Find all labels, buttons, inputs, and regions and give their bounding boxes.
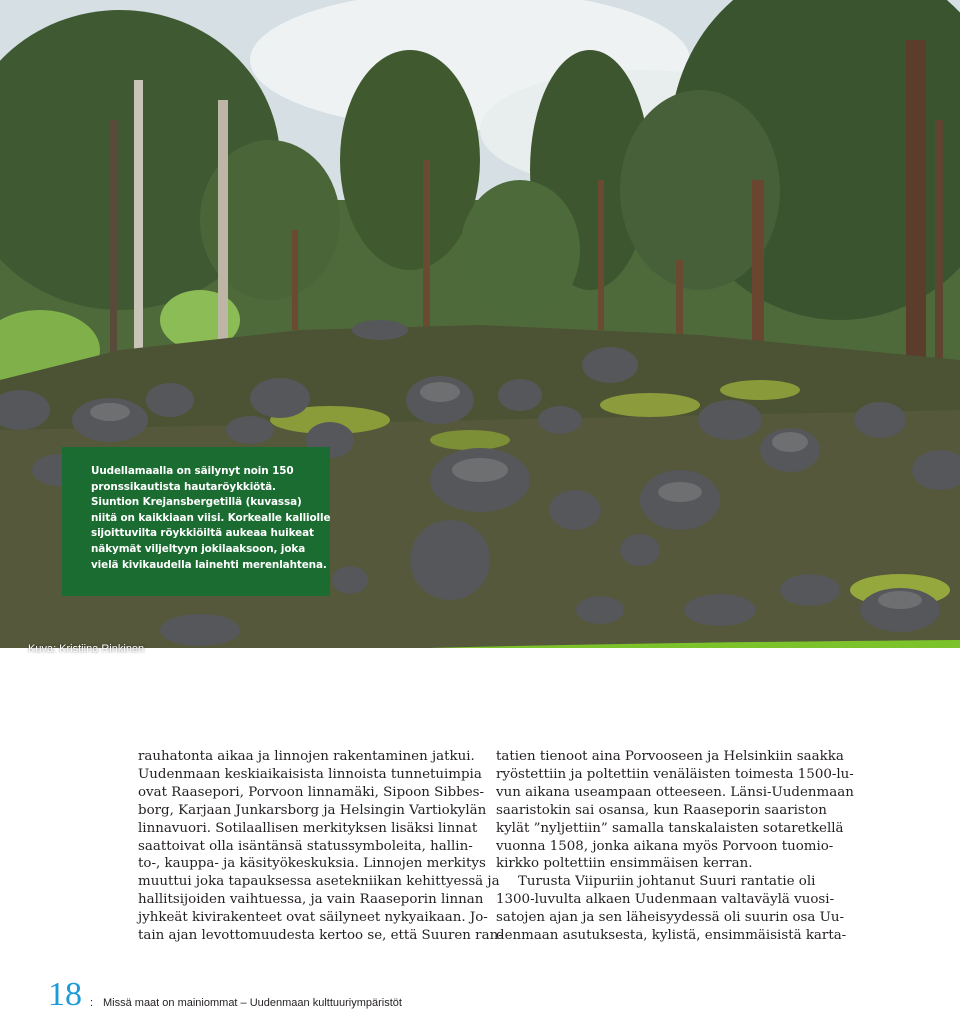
body-column-left xyxy=(138,748,503,945)
text-line: to-, kauppa- ja käsityökeskuksia. Linnojen merkitys xyxy=(138,856,486,872)
footer-separator: : xyxy=(90,997,94,1009)
caption-line: Uudellamaalla on säilynyt noin 150 xyxy=(91,465,294,477)
text-line: borg, Karjaan Junkarsborg ja Helsingin Vartiokylän xyxy=(138,802,487,818)
text-line: Uudenmaan keskiaikaisista linnoista tunnetuimpia xyxy=(138,766,482,782)
text-line: vuonna 1508, jonka aikana myös Porvoon tuomio- xyxy=(496,838,834,854)
publication-title: Missä maat on mainiommat – Uudenmaan kulttuuriympäristöt xyxy=(103,997,402,1009)
text-line: linnavuori. Sotilaallisen merkityksen lisäksi linnat xyxy=(138,820,478,836)
text-line: denmaan asutuksesta, kylistä, ensimmäisistä karta- xyxy=(496,928,847,944)
caption-line: näkymät viljeltyyn jokilaaksoon, joka xyxy=(91,542,306,555)
text-line: tain ajan levottomuudesta kertoo se, että Suuren ran- xyxy=(138,928,503,944)
text-line: kirkko poltettiin ensimmäisen kerran. xyxy=(496,856,753,872)
photo-credit: Kuva: Kristiina Rinkinen xyxy=(28,643,145,655)
text-line: ovat Raasepori, Porvoon linnamäki, Sipoon Sibbes- xyxy=(138,784,485,800)
text-line: 1300-luvulta alkaen Uudenmaan valtaväylä vuosi- xyxy=(496,892,835,908)
text-line: saattoivat olla isäntänsä statussymboleita, hallin- xyxy=(138,838,473,854)
caption-line: pronssikautista hautaröykkiötä. xyxy=(91,480,276,493)
text-line: vun aikana useampaan otteeseen. Länsi-Uudenmaan xyxy=(496,784,854,800)
caption-line: Siuntion Krejansbergetillä (kuvassa) xyxy=(91,496,302,509)
caption-line: sijoittuvilta röykkiöiltä aukeaa huikeat xyxy=(91,527,314,540)
text-line: saaristokin sai osansa, kun Raaseporin saariston xyxy=(496,802,827,818)
text-line: muuttui joka tapauksessa asetekniikan kehittyessä ja xyxy=(138,874,500,890)
text-line: rauhatonta aikaa ja linnojen rakentaminen jatkui. xyxy=(138,749,475,764)
text-line: jyhkeät kivirakenteet ovat säilyneet nykyaikaan. Jo- xyxy=(138,910,488,926)
caption-line: vielä kivikaudella lainehti merenlahtena. xyxy=(91,558,327,571)
page-number: 18 xyxy=(48,976,82,1012)
caption-line: niitä on kaikkiaan viisi. Korkealle kalliolle xyxy=(91,511,331,524)
text-line: tatien tienoot aina Porvooseen ja Helsinkiin saakka xyxy=(496,749,844,764)
photo-caption-box xyxy=(62,447,330,596)
text-line: satojen ajan ja sen läheisyydessä oli suurin osa Uu- xyxy=(496,910,845,926)
text-line: ryöstettiin ja poltettiin venäläisten toimesta 1500-lu- xyxy=(496,766,854,782)
paragraph-start-line: Turusta Viipuriin johtanut Suuri rantatie oli xyxy=(518,874,816,890)
text-line: kylät ”nyljettiin” samalla tanskalaisten sotaretkellä xyxy=(496,820,844,836)
text-line: hallitsijoiden vaihtuessa, ja vain Raaseporin linnan xyxy=(138,892,484,908)
body-column-right xyxy=(496,748,854,945)
